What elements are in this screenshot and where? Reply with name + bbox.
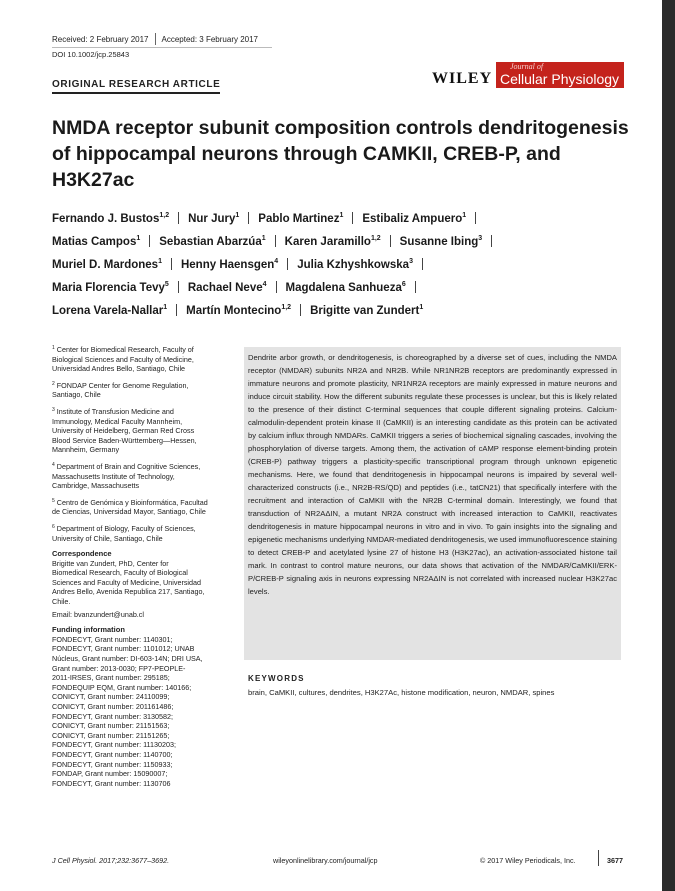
author-list — [52, 212, 642, 327]
affiliation-line — [52, 523, 232, 534]
author-separator — [276, 281, 277, 293]
author-name[interactable]: Martín Montecino — [186, 305, 282, 317]
affiliation-line: University of Heidelberg, German Red Cross — [52, 426, 195, 436]
affiliation-line: Cambridge, Massachusetts — [52, 481, 140, 491]
author-name[interactable]: Pablo Martinez — [258, 213, 340, 225]
author-name[interactable]: Estibaliz Ampuero — [362, 213, 463, 225]
correspondence-line: Andres Bello, Avenida Republica 217, Santiago, — [52, 587, 205, 597]
affiliation-number: 3 — [52, 406, 55, 413]
affiliation-text: Institute of Transfusion Medicine and — [56, 406, 174, 416]
affiliation-line: Immunology, Medical Faculty Mannheim, — [52, 416, 183, 426]
author-separator — [149, 235, 150, 247]
author-line — [52, 281, 642, 304]
affiliation-line: Mannheim, Germany — [52, 445, 120, 455]
abstract-text: Dendrite arbor growth, or dendritogenesis, is choreographed by a diverse set of cues, including the NMDA receptor (NMDAR) subunits NR2A and NR2B. While NR1NR2B receptors are predominantly expressed in immature neurons and promote plasticity, NR1NR2A receptors are mainly expressed in mature neurons and induce circuit stability. How the different subunits regulate these processes is unclear, but this is likely related to the presence of their distinct C-terminal sequences that couple different signaling proteins. Calcium-calmodulin-dependent protein kinase II (CaMKII) is an interesting candidate as this protein can be activated by calcium influx through NMDARs. CaMKII triggers a series of biochemical signaling cascades, involving the phosphorylation of diverse targets. Among them, the activation of cAMP response element-binding protein (CREB-P) pathway triggers a plasticity-specific transcriptional program through unknown epigenetic mechanisms. Here, we found that dendritogenesis in hippocampal neurons is impaired by several well-characterized constructs (i.e., NR2B-RS/QD) and peptides (i.e., tatCN21) that specifically interfere with the recruitment and interaction of CaMKII with the NR2B C-terminal domain. Interestingly, we found that transduction of NR2AΔIN, a mutant NR2A construct with increased interaction to CaMKII, reactivates dendritogenesis in mature hippocampal neurons in vitro and in vivo. To gain insights into the signaling and epigenetic mechanisms underlying NMDAR-mediated dendritogenesis, we used immunofluorescence staining to detect CREB-P and acetylated lysine 27 of histone H3 (H3K27ac), an activation-associated histone tail mark. In contrast to control mature neurons, our data shows that activation of the NMDAR/CaMKII/ERK-P/CREB-P signaling axis in neurons expressing NR2AΔIN is not correlated with increased nuclear H3K27ac levels. — [248, 353, 617, 596]
title-line: H3K27ac — [52, 169, 135, 191]
author-separator — [171, 258, 172, 270]
affiliation-text: Centro de Genómica y Bioinformática, Facultad — [56, 497, 208, 507]
affiliation-number: 5 — [52, 497, 55, 504]
journal-name: Cellular Physiology — [500, 71, 620, 87]
left-column — [52, 344, 232, 788]
author-separator — [248, 212, 249, 224]
funding-line: FONDEQUIP EQM, Grant number: 140166; — [52, 682, 192, 692]
keywords-heading: KEYWORDS — [248, 674, 305, 683]
author-affiliation-mark: 3 — [478, 235, 483, 242]
author-affiliation-mark: 1 — [339, 212, 344, 219]
affiliation — [52, 461, 232, 491]
author-separator — [475, 212, 476, 224]
author-affiliation-mark: 1 — [261, 235, 266, 242]
dates-line — [52, 33, 258, 45]
correspondence-line: Biomedical Research, Faculty of Biological — [52, 568, 188, 578]
author-name[interactable]: Henny Haensgen — [180, 259, 275, 271]
funding-line: CONICYT, Grant number: 21151563; — [52, 721, 170, 731]
affiliation-line — [52, 344, 232, 355]
correspondence-line: Brigitte van Zundert, PhD, Center for — [52, 558, 169, 568]
doi: DOI 10.1002/jcp.25843 — [52, 50, 130, 59]
author-affiliation-mark: 6 — [401, 281, 406, 288]
funding-line: FONDECYT, Grant number: 1101012; UNAB — [52, 644, 195, 654]
author-affiliation-mark: 4 — [262, 281, 267, 288]
affiliation — [52, 380, 232, 400]
publisher-logo: WILEY — [432, 70, 493, 87]
received-date: Received: 2 February 2017 — [52, 35, 149, 44]
author-name[interactable]: Rachael Neve — [187, 282, 263, 294]
author-separator — [178, 212, 179, 224]
affiliations — [52, 344, 232, 543]
author-affiliation-mark: 1 — [136, 235, 141, 242]
affiliation-text: Center for Biomedical Research, Faculty of — [56, 345, 194, 354]
author-name[interactable]: Muriel D. Mardones — [52, 259, 159, 271]
author-separator — [415, 281, 416, 293]
correspondence-line: Chile. — [52, 597, 71, 607]
funding-line: FONDECYT, Grant number: 3130582; — [52, 711, 174, 721]
funding-line: Grant number: 2013-0030; FP7-PEOPLE- — [52, 663, 186, 673]
affiliation — [52, 497, 232, 517]
funding-line: CONICYT, Grant number: 201161486; — [52, 702, 174, 711]
dates-separator — [155, 33, 156, 45]
funding-heading: Funding information — [52, 625, 125, 635]
author-line — [52, 212, 642, 235]
affiliation-number: 6 — [52, 523, 55, 530]
affiliation-number: 2 — [52, 380, 55, 387]
viewer-background — [662, 0, 675, 891]
author-name[interactable]: Karen Jaramillo — [284, 236, 371, 248]
author-line — [52, 258, 642, 281]
author-separator — [390, 235, 391, 247]
correspondence-email[interactable]: Email: bvanzundert@unab.cl — [52, 609, 144, 619]
author-affiliation-mark: 1 — [419, 304, 424, 311]
funding-list — [52, 635, 232, 789]
author-affiliation-mark: 1 — [462, 212, 467, 219]
affiliation-line: Blood Service Baden-Württemberg—Hessen, — [52, 435, 197, 445]
affiliation-text: FONDAP Center for Genome Regulation, — [56, 380, 189, 390]
affiliation-text: Department of Brain and Cognitive Sciences, — [56, 461, 201, 471]
correspondence-heading: Correspondence — [52, 549, 112, 559]
funding-line: CONICYT, Grant number: 24110099; — [52, 692, 170, 702]
author-separator — [422, 258, 423, 270]
correspondence-line: Sciences and Faculty of Medicine, Universidad — [52, 577, 202, 587]
author-name[interactable]: Brigitte van Zundert — [310, 305, 420, 317]
affiliation-line — [52, 497, 232, 508]
header-divider — [52, 47, 272, 48]
author-separator — [300, 304, 301, 316]
affiliation-line — [52, 461, 232, 472]
correspondence-address — [52, 559, 232, 607]
affiliation-number: 1 — [52, 345, 55, 351]
funding-line: Núcleus, Grant number: DI-603-14N; DRI USA, — [52, 654, 203, 664]
author-line — [52, 235, 642, 258]
title-line: NMDA receptor subunit composition controls dendritogenesis — [52, 117, 629, 139]
author-name[interactable]: Sebastian Abarzúa — [159, 236, 262, 248]
keywords-list: brain, CaMKII, cultures, dendrites, H3K27Ac, histone modification, neuron, NMDAR, spines — [248, 688, 555, 697]
author-affiliation-mark: 1,2 — [159, 212, 170, 219]
footer-url[interactable]: wileyonlinelibrary.com/journal/jcp — [273, 856, 378, 865]
footer-copyright: © 2017 Wiley Periodicals, Inc. — [480, 856, 576, 865]
author-affiliation-mark: 1 — [163, 304, 168, 311]
page-number: 3677 — [607, 856, 623, 865]
author-affiliation-mark: 1 — [158, 258, 162, 265]
funding-line: FONDECYT, Grant number: 1140301; — [52, 634, 173, 644]
author-affiliation-mark: 3 — [409, 258, 413, 265]
author-affiliation-mark: 1 — [235, 212, 240, 219]
affiliation-line — [52, 406, 232, 417]
affiliation-line: Massachusetts Institute of Technology, — [52, 471, 175, 481]
article-title — [52, 115, 637, 193]
author-name[interactable]: Fernando J. Bustos — [52, 213, 160, 225]
funding-line: FONDECYT, Grant number: 1130706 — [52, 778, 171, 788]
author-name[interactable]: Nur Jury — [188, 213, 236, 225]
affiliation-text: Department of Biology, Faculty of Sciences, — [56, 523, 196, 533]
author-affiliation-mark: 5 — [164, 281, 169, 288]
funding-line: FONDAP, Grant number: 15090007; — [52, 769, 168, 779]
funding-line: FONDECYT, Grant number: 1140700; — [52, 749, 173, 759]
author-affiliation-mark: 1,2 — [370, 235, 381, 242]
author-separator — [275, 235, 276, 247]
author-separator — [176, 304, 177, 316]
affiliation-line — [52, 380, 232, 391]
footer-citation-text: J Cell Physiol. 2017;232:3677–3692. — [52, 856, 170, 865]
affiliation — [52, 344, 232, 374]
funding-line: FONDECYT, Grant number: 11130203; — [52, 740, 176, 750]
funding-line: 2011-IRSES, Grant number: 295185; — [52, 673, 170, 683]
author-name[interactable]: Lorena Varela-Nallar — [52, 305, 164, 317]
author-name[interactable]: Julia Kzhyshkowska — [297, 259, 410, 271]
author-affiliation-mark: 4 — [274, 258, 279, 265]
author-name[interactable]: Maria Florencia Tevy — [52, 282, 165, 294]
author-separator — [178, 281, 179, 293]
affiliation-number: 4 — [52, 461, 55, 468]
article-type: ORIGINAL RESEARCH ARTICLE — [52, 79, 220, 94]
affiliation-line: Santiago, Chile — [52, 390, 101, 400]
author-name[interactable]: Susanne Ibing — [399, 236, 479, 248]
author-name[interactable]: Magdalena Sanhueza — [285, 282, 402, 294]
affiliation-line: University of Chile, Santiago, Chile — [52, 533, 163, 543]
footer-citation — [52, 856, 169, 865]
journal-prefix: Journal of — [510, 62, 544, 71]
author-line — [52, 304, 642, 327]
affiliation — [52, 523, 232, 543]
funding-line: CONICYT, Grant number: 21151265; — [52, 730, 170, 740]
affiliation — [52, 406, 232, 455]
affiliation-line: Biological Sciences and Faculty of Medicine, — [52, 354, 194, 364]
affiliation-line: de Ciencias, Universidad Mayor, Santiago, Chile — [52, 507, 206, 517]
footer-divider — [598, 850, 599, 866]
author-separator — [491, 235, 492, 247]
funding-line: FONDECYT, Grant number: 1150933; — [52, 759, 173, 769]
author-name[interactable]: Matias Campos — [52, 236, 137, 248]
author-affiliation-mark: 1,2 — [281, 304, 292, 311]
accepted-date: Accepted: 3 February 2017 — [161, 35, 259, 44]
title-line: of hippocampal neurons through CAMKII, CREB-P, and — [52, 143, 561, 165]
affiliation-line: Universidad Andres Bello, Santiago, Chile — [52, 364, 186, 374]
author-separator — [287, 258, 288, 270]
author-separator — [352, 212, 353, 224]
